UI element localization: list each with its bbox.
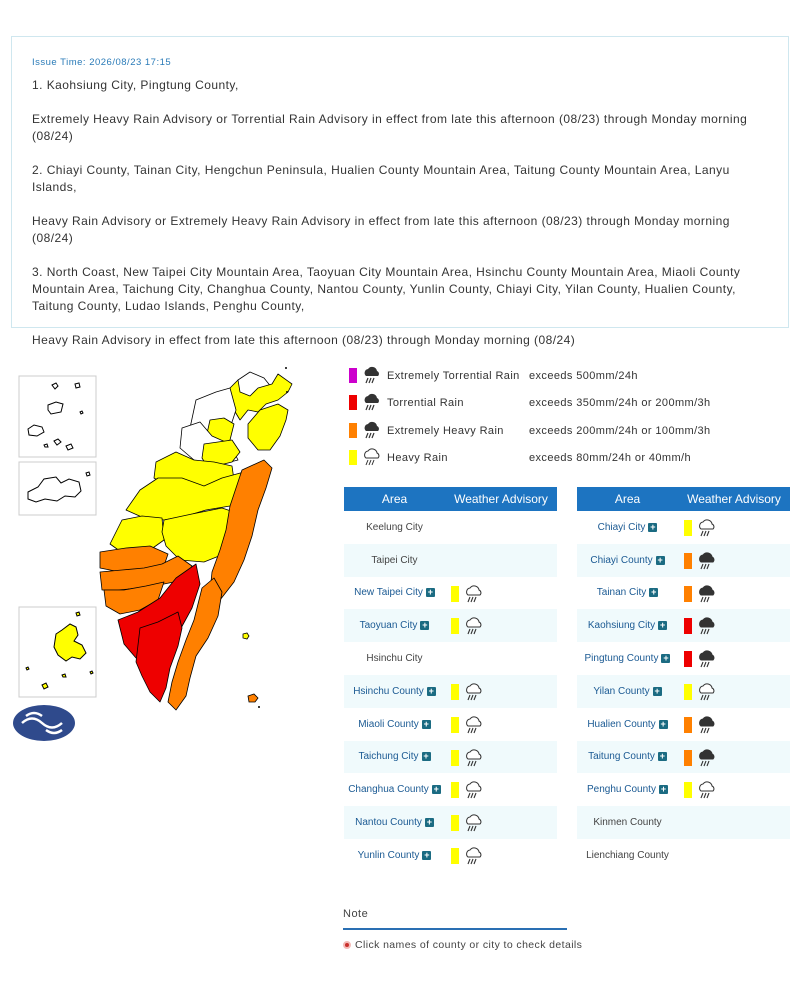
- area-name[interactable]: [577, 784, 678, 795]
- area-name[interactable]: [344, 587, 445, 598]
- area-label[interactable]: Kaohsiung City: [587, 620, 656, 632]
- area-name[interactable]: [344, 850, 445, 861]
- advisory-swatch: [684, 553, 692, 569]
- rain-cloud-icon: [464, 846, 484, 866]
- advisory-cell: [678, 544, 790, 577]
- advisory-cell: [445, 675, 557, 708]
- advisory-swatch: [451, 684, 459, 700]
- rain-cloud-icon: [697, 780, 717, 800]
- expand-plus-icon[interactable]: +: [422, 620, 428, 631]
- notice-paragraph: 3. North Coast, New Taipei City Mountain Area, Taoyuan City Mountain Area, Hsinchu County Mountain Area, Miaoli County Mountain Area, Taichung City, Changhua County, Nantou County, Yunlin County, Chiayi City, Yilan County, Hualien County, Taitung County, Ludao Islands, Penghu County,: [32, 265, 741, 313]
- area-name[interactable]: [344, 620, 445, 631]
- expand-plus-icon[interactable]: +: [423, 751, 429, 762]
- advisory-cell: [678, 609, 790, 642]
- area-label[interactable]: Tainan City: [596, 587, 647, 599]
- notice-paragraph: Extremely Heavy Rain Advisory or Torrential Rain Advisory in effect from late this afternoon (08/23) through Monday morning (08/24): [32, 112, 748, 143]
- expand-plus-icon[interactable]: +: [659, 751, 665, 762]
- advisory-swatch: [451, 618, 459, 634]
- advisory-cell: [678, 511, 790, 544]
- area-label[interactable]: Changhua County: [348, 784, 429, 796]
- legend-threshold: exceeds 500mm/24h: [529, 370, 638, 382]
- storm-cloud-icon: [362, 420, 382, 440]
- table-row: [577, 773, 790, 806]
- advisory-cell: [678, 675, 790, 708]
- table-row: [344, 708, 557, 741]
- table-row: [344, 577, 557, 610]
- advisory-swatch: [684, 717, 692, 733]
- area-name[interactable]: [344, 817, 445, 828]
- note-title: Note: [343, 908, 567, 930]
- islet: [286, 391, 288, 393]
- storm-cloud-icon: [697, 616, 717, 636]
- advisory-swatch: [451, 782, 459, 798]
- area-label[interactable]: Taoyuan City: [359, 620, 418, 632]
- storm-cloud-icon: [697, 584, 717, 604]
- expand-plus-icon[interactable]: +: [650, 521, 656, 532]
- table-row: [344, 741, 557, 774]
- table-row: [577, 577, 790, 610]
- expand-plus-icon[interactable]: +: [424, 849, 430, 860]
- table-row: [577, 642, 790, 675]
- legend-threshold: exceeds 200mm/24h or 100mm/3h: [529, 424, 711, 437]
- islet: [285, 367, 287, 369]
- advisory-cell: [445, 806, 557, 839]
- legend-threshold: exceeds 350mm/24h or 200mm/3h: [529, 397, 711, 410]
- table-row: [577, 609, 790, 642]
- storm-cloud-icon: [697, 551, 717, 571]
- table-row: [577, 511, 790, 544]
- advisory-swatch: [684, 520, 692, 536]
- rain-cloud-icon: [464, 813, 484, 833]
- advisory-notice-panel: [11, 36, 789, 347]
- area-name[interactable]: [577, 719, 678, 730]
- storm-cloud-icon: [697, 715, 717, 735]
- notice-paragraph: 2. Chiayi County, Tainan City, Hengchun Peninsula, Hualien County Mountain Area, Taitung County Mountain Area, Lanyu Islands,: [32, 163, 730, 194]
- notice-paragraph: Heavy Rain Advisory or Extremely Heavy Rain Advisory in effect from late this afternoon (08/23) through Monday morning (08/24): [32, 214, 730, 245]
- legend-name: Torrential Rain: [387, 397, 464, 410]
- table-row: [344, 773, 557, 806]
- rain-cloud-icon: [697, 518, 717, 538]
- area-name[interactable]: [577, 751, 678, 762]
- table-row: [344, 839, 557, 872]
- col-area-header: Area: [381, 492, 408, 506]
- issue-time: Issue Time: 2026/08/23 17:15: [32, 57, 172, 68]
- swatch-heavy: [349, 450, 357, 465]
- swatch-extreme-torrential: [349, 368, 357, 383]
- advisory-cell: [445, 577, 557, 610]
- area-name[interactable]: [577, 555, 678, 566]
- note-section: [343, 908, 582, 951]
- area-name[interactable]: [577, 686, 678, 697]
- table-row: [577, 806, 790, 839]
- area-label[interactable]: Yilan County: [593, 685, 650, 697]
- area-name[interactable]: [344, 686, 445, 697]
- area-label: Taipei City: [371, 554, 418, 566]
- area-name: [344, 522, 445, 533]
- advisory-swatch: [684, 750, 692, 766]
- area-label: Hsinchu City: [366, 653, 423, 665]
- advisory-swatch: [684, 782, 692, 798]
- rain-cloud-icon: [464, 682, 484, 702]
- advisory-swatch: [451, 717, 459, 733]
- table-header: [577, 487, 790, 511]
- table-row: [577, 708, 790, 741]
- islet: [258, 706, 260, 708]
- advisory-cell: [445, 544, 557, 577]
- advisory-table-left: [344, 487, 557, 872]
- area-label: Kinmen County: [593, 817, 662, 829]
- area-label: Lienchiang County: [586, 849, 669, 861]
- area-name[interactable]: [344, 784, 445, 795]
- expand-plus-icon[interactable]: +: [433, 784, 439, 795]
- advisory-swatch: [684, 618, 692, 634]
- area-name: [577, 850, 678, 861]
- notice-paragraph: Heavy Rain Advisory in effect from late this afternoon (08/23) through Monday morning (08/24): [32, 333, 576, 347]
- table-row: [344, 609, 557, 642]
- advisory-cell: [678, 773, 790, 806]
- advisory-swatch: [684, 586, 692, 602]
- advisory-swatch: [451, 815, 459, 831]
- expand-plus-icon[interactable]: +: [423, 718, 429, 729]
- table-row: [344, 544, 557, 577]
- expand-plus-icon[interactable]: +: [663, 653, 669, 664]
- rain-cloud-icon: [464, 748, 484, 768]
- col-advisory-header: Weather Advisory: [454, 492, 548, 506]
- advisory-cell: [445, 609, 557, 642]
- area-name: [344, 555, 445, 566]
- advisory-swatch: [684, 684, 692, 700]
- area-label[interactable]: Pingtung County: [584, 653, 659, 665]
- col-advisory-header: Weather Advisory: [687, 492, 781, 506]
- table-row: [344, 511, 557, 544]
- swatch-torrential: [349, 395, 357, 410]
- table-header: [344, 487, 557, 511]
- table-row: [577, 675, 790, 708]
- area-name[interactable]: [577, 620, 678, 631]
- advisory-cell: [445, 741, 557, 774]
- legend-name: Extremely Heavy Rain: [387, 424, 504, 437]
- expand-plus-icon[interactable]: +: [657, 554, 663, 565]
- table-row: [344, 675, 557, 708]
- area-name[interactable]: [577, 653, 678, 664]
- rain-cloud-icon: [464, 616, 484, 636]
- storm-cloud-icon: [362, 365, 382, 385]
- legend-threshold: exceeds 80mm/24h or 40mm/h: [529, 451, 692, 464]
- col-area-header: Area: [614, 492, 641, 506]
- ludao-island: [243, 633, 249, 639]
- area-name[interactable]: [344, 719, 445, 730]
- area-label[interactable]: Penghu County: [587, 784, 656, 796]
- expand-plus-icon[interactable]: +: [427, 587, 433, 598]
- advisory-table-right: [577, 487, 790, 872]
- bullet-icon: [343, 941, 351, 949]
- rain-cloud-icon: [464, 780, 484, 800]
- swatch-extreme-heavy: [349, 423, 357, 438]
- advisory-cell: [678, 741, 790, 774]
- legend-name: Extremely Torrential Rain: [387, 370, 520, 382]
- area-label[interactable]: Yunlin County: [357, 849, 420, 861]
- lanyu-island: [248, 694, 258, 702]
- area-label[interactable]: Chiayi City: [597, 521, 646, 533]
- taiwan-main-island: [100, 372, 292, 710]
- area-label[interactable]: Nantou County: [355, 817, 422, 829]
- advisory-cell: [445, 708, 557, 741]
- storm-cloud-icon: [697, 748, 717, 768]
- area-name: [344, 653, 445, 664]
- rain-cloud-icon: [697, 682, 717, 702]
- advisory-swatch: [684, 651, 692, 667]
- advisory-cell: [445, 511, 557, 544]
- area-name[interactable]: [344, 751, 445, 762]
- legend-name: Heavy Rain: [387, 451, 448, 464]
- area-label[interactable]: Chiayi County: [590, 554, 653, 566]
- table-row: [577, 741, 790, 774]
- area-label[interactable]: Hualien County: [587, 718, 656, 730]
- area-label: Keelung City: [366, 521, 423, 533]
- expand-plus-icon[interactable]: +: [654, 685, 660, 696]
- advisory-cell: [678, 642, 790, 675]
- table-body: [577, 511, 790, 872]
- expand-plus-icon[interactable]: +: [660, 784, 667, 795]
- area-name: [577, 817, 678, 828]
- note-text: Click names of county or city to check details: [355, 939, 583, 951]
- advisory-cell: [678, 839, 790, 872]
- rain-cloud-icon: [362, 447, 382, 467]
- area-label[interactable]: Taichung City: [358, 751, 419, 763]
- table-body: [344, 511, 557, 872]
- expand-plus-icon[interactable]: +: [659, 620, 666, 631]
- table-row: [344, 642, 557, 675]
- advisory-cell: [678, 577, 790, 610]
- storm-cloud-icon: [697, 649, 717, 669]
- area-label[interactable]: Miaoli County: [358, 718, 419, 730]
- area-label[interactable]: New Taipei City: [354, 587, 423, 599]
- area-name[interactable]: [577, 587, 678, 598]
- storm-cloud-icon: [362, 392, 382, 412]
- advisory-cell: [445, 773, 557, 806]
- expand-plus-icon[interactable]: +: [660, 718, 666, 729]
- expand-plus-icon[interactable]: +: [426, 817, 432, 828]
- rain-cloud-icon: [464, 715, 484, 735]
- advisory-swatch: [451, 750, 459, 766]
- advisory-cell: [445, 839, 557, 872]
- advisory-swatch: [451, 586, 459, 602]
- area-label[interactable]: Hsinchu County: [353, 685, 424, 697]
- notice-paragraph: 1. Kaohsiung City, Pingtung County,: [32, 78, 239, 92]
- expand-plus-icon[interactable]: +: [428, 685, 434, 696]
- area-name[interactable]: [577, 522, 678, 533]
- rain-cloud-icon: [464, 584, 484, 604]
- expand-plus-icon[interactable]: +: [651, 587, 657, 598]
- advisory-cell: [445, 642, 557, 675]
- table-row: [577, 544, 790, 577]
- advisory-swatch: [451, 848, 459, 864]
- area-label[interactable]: Taitung County: [588, 751, 655, 763]
- table-row: [577, 839, 790, 872]
- advisory-cell: [678, 806, 790, 839]
- table-row: [344, 806, 557, 839]
- note-line: [343, 939, 582, 951]
- advisory-cell: [678, 708, 790, 741]
- taiwan-advisory-map: [10, 362, 310, 742]
